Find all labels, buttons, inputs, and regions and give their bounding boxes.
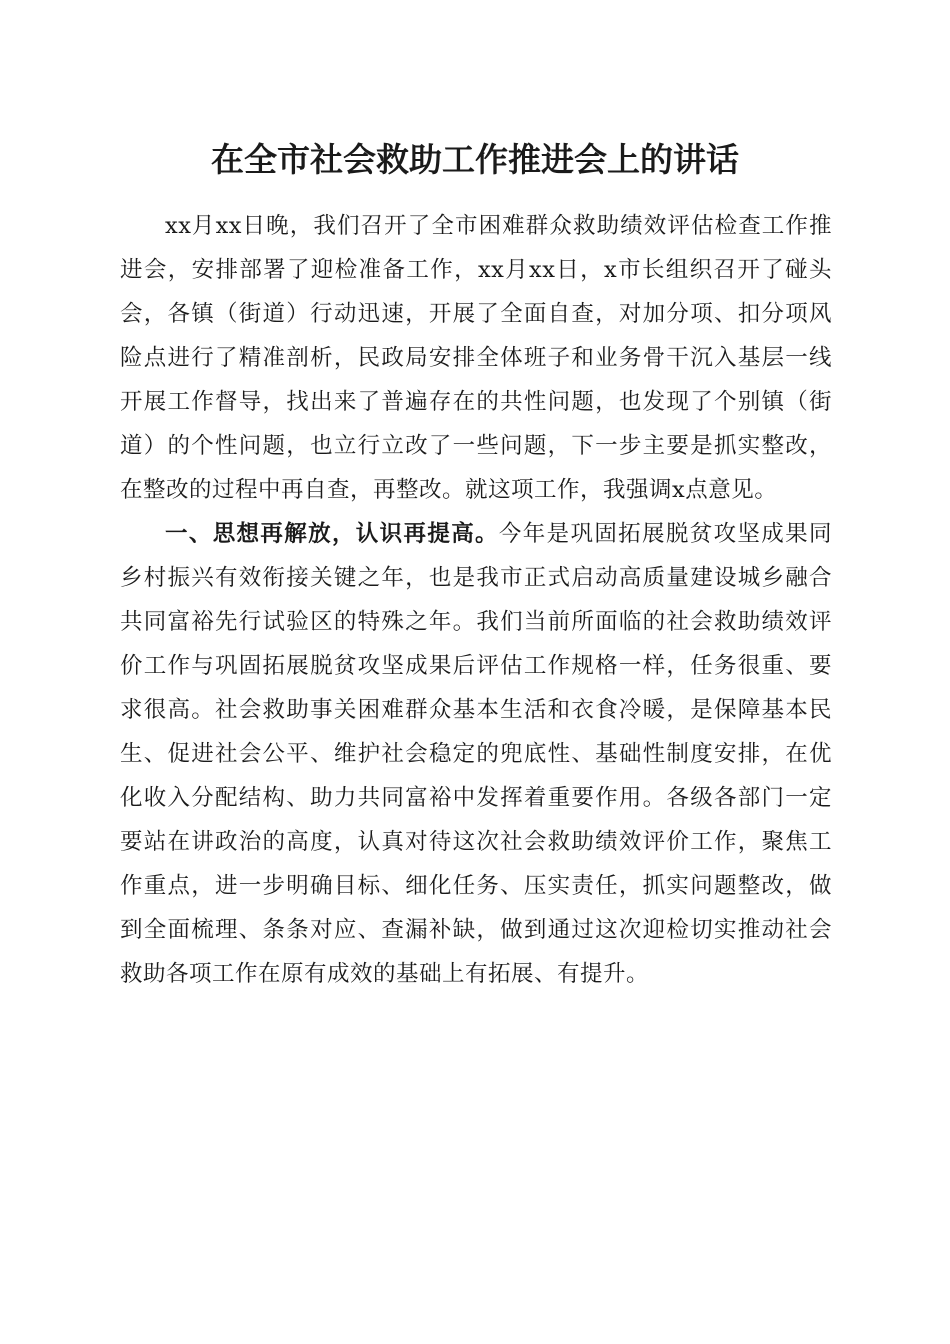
section-heading: 一、思想再解放，认识再提高。 (165, 521, 499, 547)
paragraph-text: 今年是巩固拓展脱贫攻坚成果同乡村振兴有效衔接关键之年，也是我市正式启动高质量建设城乡融合共同富裕先行试验区的特殊之年。我们当前所面临的社会救助绩效评价工作与巩固拓展脱贫攻坚成果后评估工作规格一样，任务很重、要求很高。社会救助事关困难群众基本生活和衣食冷暖，是保障基本民生、促进社会公平、维护社会稳定的兜底性、基础性制度安排，在优化收入分配结构、助力共同富裕中发挥着重要作用。各级各部门一定要站在讲政治的高度，认真对待这次社会救助绩效评价工作，聚焦工作重点，进一步明确目标、细化任务、压实责任，抓实问题整改，做到全面梳理、条条对应、查漏补缺，做到通过这次迎检切实推动社会救助各项工作在原有成效的基础上有拓展、有提升。 (120, 521, 832, 987)
paragraph-text: xx月xx日晚，我们召开了全市困难群众救助绩效评估检查工作推进会，安排部署了迎检准备工作，xx月xx日，x市长组织召开了碰头会，各镇（街道）行动迅速，开展了全面自查，对加分项、扣分项风险点进行了精准剖析，民政局安排全体班子和业务骨干沉入基层一线开展工作督导，找出来了普遍存在的共性问题，也发现了个别镇（街道）的个性问题，也立行立改了一些问题，下一步主要是抓实整改，在整改的过程中再自查，再整改。就这项工作，我强调x点意见。 (120, 213, 832, 503)
document-body (120, 204, 832, 996)
paragraph-intro (120, 204, 832, 512)
paragraph-section-one (120, 512, 832, 996)
document-title: 在全市社会救助工作推进会上的讲话 (211, 140, 739, 179)
